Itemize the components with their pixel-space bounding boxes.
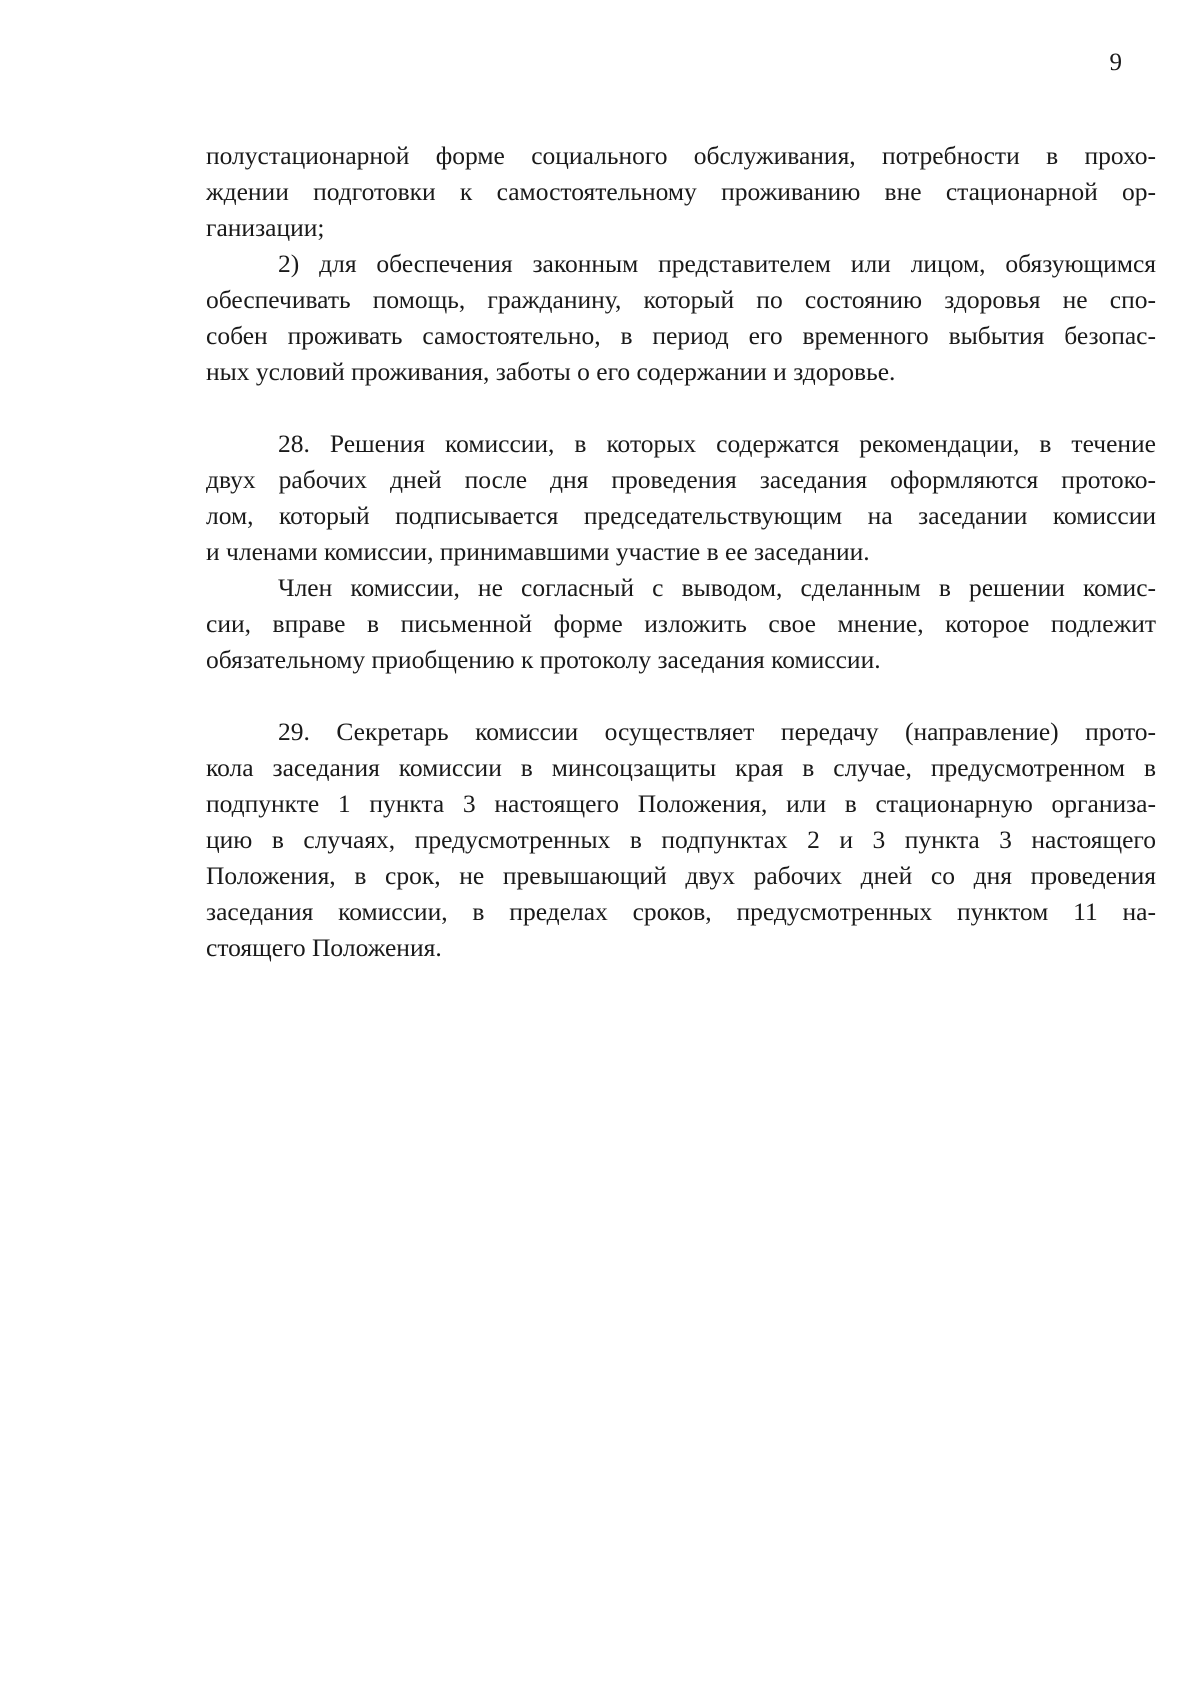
paragraph-p-29 xyxy=(206,714,1156,966)
page-number: 9 xyxy=(1109,49,1122,76)
paragraph-p-28 xyxy=(206,426,1156,570)
text-line: обязательному приобщению к протоколу заседания комиссии. xyxy=(206,645,881,674)
text-line: обеспечивать помощь, гражданину, который по состоянию здоровья не спо- xyxy=(206,285,1156,314)
paragraph-p-item-2 xyxy=(206,246,1156,390)
text-line: лом, который подписывается председательствующим на заседании комиссии xyxy=(206,501,1156,530)
paragraph-p-28-member xyxy=(206,570,1156,678)
text-line: подпункте 1 пункта 3 настоящего Положения, или в стационарную организа- xyxy=(206,789,1156,818)
document-body xyxy=(206,138,1156,966)
paragraph-p-continuation xyxy=(206,138,1156,246)
text-line: цию в случаях, предусмотренных в подпунктах 2 и 3 пункта 3 настоящего xyxy=(206,825,1156,854)
text-line: сии, вправе в письменной форме изложить свое мнение, которое подлежит xyxy=(206,609,1156,638)
text-line: заседания комиссии, в пределах сроков, предусмотренных пунктом 11 на- xyxy=(206,897,1156,926)
text-line: стоящего Положения. xyxy=(206,933,442,962)
text-line: Член комиссии, не согласный с выводом, сделанным в решении комис- xyxy=(278,573,1156,602)
text-line: ных условий проживания, заботы о его содержании и здоровье. xyxy=(206,357,896,386)
paragraph-gap xyxy=(206,390,1156,426)
text-line: 2) для обеспечения законным представителем или лицом, обязующимся xyxy=(278,249,1156,278)
text-line: кола заседания комиссии в минсоцзащиты края в случае, предусмотренном в xyxy=(206,753,1156,782)
text-line: ганизации; xyxy=(206,213,325,242)
text-line: 29. Секретарь комиссии осуществляет передачу (направление) прото- xyxy=(278,717,1156,746)
text-line: и членами комиссии, принимавшими участие в ее заседании. xyxy=(206,537,870,566)
paragraph-gap xyxy=(206,678,1156,714)
text-line: двух рабочих дней после дня проведения заседания оформляются протоко- xyxy=(206,465,1156,494)
text-line: ждении подготовки к самостоятельному проживанию вне стационарной ор- xyxy=(206,177,1156,206)
text-line: собен проживать самостоятельно, в период его временного выбытия безопас- xyxy=(206,321,1156,350)
text-line: полустационарной форме социального обслуживания, потребности в прохо- xyxy=(206,141,1156,170)
text-line: Положения, в срок, не превышающий двух рабочих дней со дня проведения xyxy=(206,861,1156,890)
text-line: 28. Решения комиссии, в которых содержатся рекомендации, в течение xyxy=(278,429,1156,458)
